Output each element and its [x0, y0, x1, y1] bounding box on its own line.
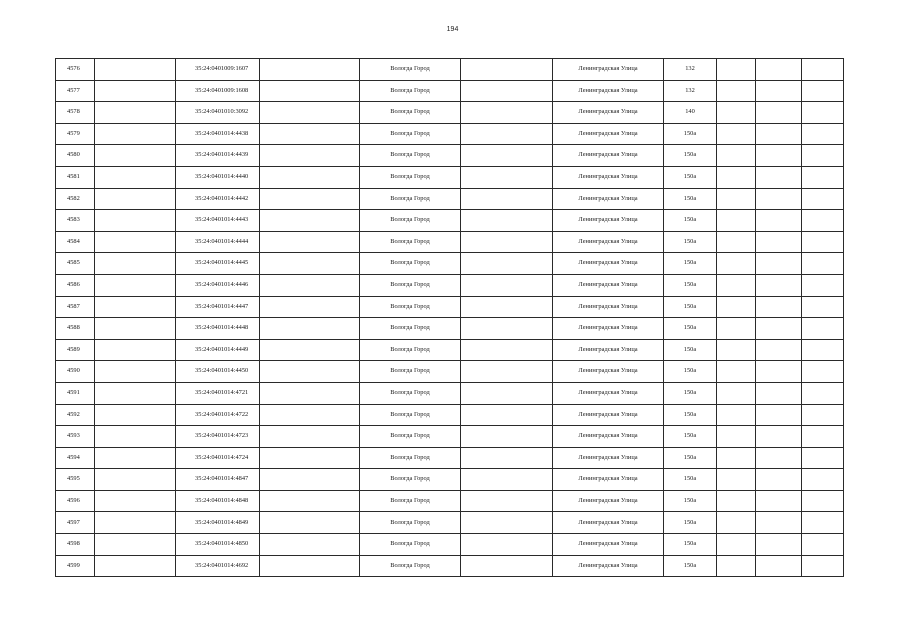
empty-cell — [717, 426, 756, 448]
record-number-cell: 4583 — [56, 210, 95, 232]
property-registry-table — [55, 58, 844, 577]
empty-cell — [461, 555, 553, 577]
city-cell: Вологда Город — [360, 382, 461, 404]
empty-cell — [717, 361, 756, 383]
empty-cell — [802, 490, 844, 512]
record-number-cell: 4595 — [56, 469, 95, 491]
table-row — [56, 382, 844, 404]
cadastral-number-cell: 35:24:0401014:4438 — [176, 123, 260, 145]
empty-cell — [461, 404, 553, 426]
record-number-cell: 4576 — [56, 59, 95, 81]
empty-cell — [756, 490, 802, 512]
city-cell: Вологда Город — [360, 512, 461, 534]
record-number-cell: 4580 — [56, 145, 95, 167]
house-number-cell: 150а — [664, 274, 717, 296]
table-row — [56, 490, 844, 512]
empty-cell — [461, 426, 553, 448]
empty-cell — [461, 253, 553, 275]
empty-cell — [260, 318, 360, 340]
empty-cell — [95, 145, 176, 167]
record-number-cell: 4594 — [56, 447, 95, 469]
empty-cell — [95, 210, 176, 232]
empty-cell — [717, 80, 756, 102]
empty-cell — [717, 534, 756, 556]
empty-cell — [95, 123, 176, 145]
cadastral-number-cell: 35:24:0401014:4849 — [176, 512, 260, 534]
table-row — [56, 361, 844, 383]
house-number-cell: 140 — [664, 102, 717, 124]
city-cell: Вологда Город — [360, 210, 461, 232]
table-row — [56, 426, 844, 448]
empty-cell — [756, 80, 802, 102]
empty-cell — [756, 59, 802, 81]
city-cell: Вологда Город — [360, 231, 461, 253]
table-row — [56, 210, 844, 232]
empty-cell — [260, 145, 360, 167]
empty-cell — [95, 555, 176, 577]
house-number-cell: 132 — [664, 59, 717, 81]
empty-cell — [756, 145, 802, 167]
city-cell: Вологда Город — [360, 102, 461, 124]
empty-cell — [717, 447, 756, 469]
city-cell: Вологда Город — [360, 188, 461, 210]
record-number-cell: 4593 — [56, 426, 95, 448]
empty-cell — [756, 512, 802, 534]
house-number-cell: 150а — [664, 490, 717, 512]
table-row — [56, 555, 844, 577]
street-cell: Ленинградская Улица — [553, 339, 664, 361]
empty-cell — [756, 274, 802, 296]
empty-cell — [95, 80, 176, 102]
empty-cell — [461, 534, 553, 556]
empty-cell — [95, 166, 176, 188]
record-number-cell: 4598 — [56, 534, 95, 556]
house-number-cell: 150а — [664, 404, 717, 426]
empty-cell — [802, 102, 844, 124]
empty-cell — [756, 382, 802, 404]
record-number-cell: 4586 — [56, 274, 95, 296]
empty-cell — [802, 296, 844, 318]
street-cell: Ленинградская Улица — [553, 231, 664, 253]
city-cell: Вологда Город — [360, 447, 461, 469]
empty-cell — [260, 339, 360, 361]
cadastral-number-cell: 35:24:0401014:4442 — [176, 188, 260, 210]
empty-cell — [461, 102, 553, 124]
empty-cell — [717, 296, 756, 318]
empty-cell — [260, 210, 360, 232]
street-cell: Ленинградская Улица — [553, 123, 664, 145]
cadastral-number-cell: 35:24:0401014:4722 — [176, 404, 260, 426]
empty-cell — [717, 555, 756, 577]
empty-cell — [260, 361, 360, 383]
table-row — [56, 59, 844, 81]
street-cell: Ленинградская Улица — [553, 253, 664, 275]
house-number-cell: 150а — [664, 318, 717, 340]
table-row — [56, 274, 844, 296]
empty-cell — [461, 188, 553, 210]
city-cell: Вологда Город — [360, 490, 461, 512]
city-cell: Вологда Город — [360, 404, 461, 426]
empty-cell — [756, 188, 802, 210]
empty-cell — [717, 253, 756, 275]
cadastral-number-cell: 35:24:0401009:1608 — [176, 80, 260, 102]
house-number-cell: 150а — [664, 469, 717, 491]
street-cell: Ленинградская Улица — [553, 274, 664, 296]
street-cell: Ленинградская Улица — [553, 447, 664, 469]
empty-cell — [260, 123, 360, 145]
record-number-cell: 4577 — [56, 80, 95, 102]
cadastral-number-cell: 35:24:0401014:4440 — [176, 166, 260, 188]
empty-cell — [95, 339, 176, 361]
empty-cell — [95, 447, 176, 469]
city-cell: Вологда Город — [360, 339, 461, 361]
empty-cell — [802, 469, 844, 491]
city-cell: Вологда Город — [360, 318, 461, 340]
empty-cell — [95, 102, 176, 124]
cadastral-number-cell: 35:24:0401014:4449 — [176, 339, 260, 361]
empty-cell — [802, 361, 844, 383]
street-cell: Ленинградская Улица — [553, 555, 664, 577]
record-number-cell: 4588 — [56, 318, 95, 340]
street-cell: Ленинградская Улица — [553, 80, 664, 102]
house-number-cell: 150а — [664, 361, 717, 383]
city-cell: Вологда Город — [360, 555, 461, 577]
empty-cell — [461, 382, 553, 404]
empty-cell — [756, 469, 802, 491]
empty-cell — [717, 469, 756, 491]
empty-cell — [461, 59, 553, 81]
empty-cell — [717, 123, 756, 145]
empty-cell — [802, 188, 844, 210]
street-cell: Ленинградская Улица — [553, 512, 664, 534]
city-cell: Вологда Город — [360, 361, 461, 383]
house-number-cell: 150а — [664, 512, 717, 534]
street-cell: Ленинградская Улица — [553, 166, 664, 188]
empty-cell — [802, 80, 844, 102]
empty-cell — [461, 123, 553, 145]
empty-cell — [802, 166, 844, 188]
house-number-cell: 150а — [664, 166, 717, 188]
empty-cell — [95, 469, 176, 491]
street-cell: Ленинградская Улица — [553, 318, 664, 340]
table-row — [56, 188, 844, 210]
empty-cell — [802, 382, 844, 404]
street-cell: Ленинградская Улица — [553, 490, 664, 512]
cadastral-number-cell: 35:24:0401014:4850 — [176, 534, 260, 556]
empty-cell — [461, 231, 553, 253]
table-row — [56, 166, 844, 188]
empty-cell — [461, 469, 553, 491]
empty-cell — [756, 361, 802, 383]
empty-cell — [802, 426, 844, 448]
cadastral-number-cell: 35:24:0401014:4447 — [176, 296, 260, 318]
empty-cell — [95, 274, 176, 296]
city-cell: Вологда Город — [360, 469, 461, 491]
empty-cell — [756, 426, 802, 448]
empty-cell — [260, 102, 360, 124]
house-number-cell: 150а — [664, 382, 717, 404]
street-cell: Ленинградская Улица — [553, 469, 664, 491]
empty-cell — [717, 188, 756, 210]
city-cell: Вологда Город — [360, 59, 461, 81]
empty-cell — [95, 59, 176, 81]
empty-cell — [260, 469, 360, 491]
empty-cell — [802, 274, 844, 296]
city-cell: Вологда Город — [360, 426, 461, 448]
empty-cell — [260, 231, 360, 253]
cadastral-number-cell: 35:24:0401014:4848 — [176, 490, 260, 512]
empty-cell — [802, 231, 844, 253]
street-cell: Ленинградская Улица — [553, 102, 664, 124]
empty-cell — [756, 253, 802, 275]
empty-cell — [461, 318, 553, 340]
empty-cell — [802, 447, 844, 469]
empty-cell — [802, 404, 844, 426]
empty-cell — [756, 166, 802, 188]
street-cell: Ленинградская Улица — [553, 426, 664, 448]
table-row — [56, 404, 844, 426]
table-row — [56, 447, 844, 469]
empty-cell — [461, 361, 553, 383]
city-cell: Вологда Город — [360, 123, 461, 145]
empty-cell — [756, 231, 802, 253]
empty-cell — [461, 210, 553, 232]
house-number-cell: 150а — [664, 210, 717, 232]
empty-cell — [756, 404, 802, 426]
empty-cell — [461, 80, 553, 102]
empty-cell — [802, 318, 844, 340]
empty-cell — [756, 123, 802, 145]
cadastral-number-cell: 35:24:0401014:4847 — [176, 469, 260, 491]
table-row — [56, 102, 844, 124]
street-cell: Ленинградская Улица — [553, 382, 664, 404]
table-row — [56, 231, 844, 253]
record-number-cell: 4584 — [56, 231, 95, 253]
record-number-cell: 4585 — [56, 253, 95, 275]
cadastral-number-cell: 35:24:0401009:1607 — [176, 59, 260, 81]
empty-cell — [260, 404, 360, 426]
empty-cell — [756, 296, 802, 318]
house-number-cell: 150а — [664, 447, 717, 469]
empty-cell — [756, 318, 802, 340]
cadastral-number-cell: 35:24:0401014:4439 — [176, 145, 260, 167]
record-number-cell: 4587 — [56, 296, 95, 318]
table-row — [56, 469, 844, 491]
city-cell: Вологда Город — [360, 534, 461, 556]
empty-cell — [717, 490, 756, 512]
cadastral-number-cell: 35:24:0401010:3092 — [176, 102, 260, 124]
house-number-cell: 150а — [664, 426, 717, 448]
table-row — [56, 145, 844, 167]
empty-cell — [717, 210, 756, 232]
empty-cell — [756, 339, 802, 361]
empty-cell — [717, 274, 756, 296]
empty-cell — [802, 123, 844, 145]
empty-cell — [717, 59, 756, 81]
empty-cell — [95, 512, 176, 534]
empty-cell — [802, 534, 844, 556]
empty-cell — [95, 253, 176, 275]
empty-cell — [95, 490, 176, 512]
registry-body — [56, 59, 844, 577]
house-number-cell: 150а — [664, 145, 717, 167]
empty-cell — [461, 490, 553, 512]
empty-cell — [717, 166, 756, 188]
house-number-cell: 150а — [664, 339, 717, 361]
cadastral-number-cell: 35:24:0401014:4444 — [176, 231, 260, 253]
empty-cell — [260, 253, 360, 275]
table-row — [56, 80, 844, 102]
record-number-cell: 4578 — [56, 102, 95, 124]
record-number-cell: 4579 — [56, 123, 95, 145]
empty-cell — [802, 210, 844, 232]
empty-cell — [756, 102, 802, 124]
record-number-cell: 4591 — [56, 382, 95, 404]
cadastral-number-cell: 35:24:0401014:4450 — [176, 361, 260, 383]
empty-cell — [260, 296, 360, 318]
cadastral-number-cell: 35:24:0401014:4443 — [176, 210, 260, 232]
record-number-cell: 4596 — [56, 490, 95, 512]
empty-cell — [95, 404, 176, 426]
street-cell: Ленинградская Улица — [553, 210, 664, 232]
empty-cell — [95, 382, 176, 404]
cadastral-number-cell: 35:24:0401014:4446 — [176, 274, 260, 296]
city-cell: Вологда Город — [360, 80, 461, 102]
street-cell: Ленинградская Улица — [553, 534, 664, 556]
cadastral-number-cell: 35:24:0401014:4723 — [176, 426, 260, 448]
record-number-cell: 4589 — [56, 339, 95, 361]
cadastral-number-cell: 35:24:0401014:4445 — [176, 253, 260, 275]
empty-cell — [260, 555, 360, 577]
empty-cell — [756, 534, 802, 556]
street-cell: Ленинградская Улица — [553, 404, 664, 426]
record-number-cell: 4592 — [56, 404, 95, 426]
table-row — [56, 512, 844, 534]
empty-cell — [260, 188, 360, 210]
city-cell: Вологда Город — [360, 296, 461, 318]
record-number-cell: 4581 — [56, 166, 95, 188]
empty-cell — [802, 59, 844, 81]
cadastral-number-cell: 35:24:0401014:4724 — [176, 447, 260, 469]
empty-cell — [260, 59, 360, 81]
city-cell: Вологда Город — [360, 253, 461, 275]
empty-cell — [717, 404, 756, 426]
record-number-cell: 4582 — [56, 188, 95, 210]
record-number-cell: 4597 — [56, 512, 95, 534]
empty-cell — [95, 231, 176, 253]
empty-cell — [756, 555, 802, 577]
house-number-cell: 150а — [664, 253, 717, 275]
empty-cell — [260, 534, 360, 556]
empty-cell — [717, 512, 756, 534]
street-cell: Ленинградская Улица — [553, 59, 664, 81]
empty-cell — [260, 274, 360, 296]
empty-cell — [95, 426, 176, 448]
empty-cell — [260, 382, 360, 404]
empty-cell — [717, 318, 756, 340]
city-cell: Вологда Город — [360, 166, 461, 188]
empty-cell — [756, 447, 802, 469]
table-row — [56, 318, 844, 340]
empty-cell — [717, 339, 756, 361]
house-number-cell: 150а — [664, 231, 717, 253]
empty-cell — [802, 555, 844, 577]
house-number-cell: 132 — [664, 80, 717, 102]
empty-cell — [95, 188, 176, 210]
empty-cell — [461, 145, 553, 167]
empty-cell — [461, 166, 553, 188]
record-number-cell: 4599 — [56, 555, 95, 577]
empty-cell — [260, 512, 360, 534]
empty-cell — [802, 339, 844, 361]
empty-cell — [717, 231, 756, 253]
cadastral-number-cell: 35:24:0401014:4448 — [176, 318, 260, 340]
empty-cell — [95, 534, 176, 556]
house-number-cell: 150а — [664, 123, 717, 145]
city-cell: Вологда Город — [360, 145, 461, 167]
empty-cell — [802, 145, 844, 167]
house-number-cell: 150а — [664, 534, 717, 556]
empty-cell — [461, 296, 553, 318]
empty-cell — [260, 447, 360, 469]
house-number-cell: 150а — [664, 296, 717, 318]
empty-cell — [717, 145, 756, 167]
empty-cell — [95, 318, 176, 340]
city-cell: Вологда Город — [360, 274, 461, 296]
empty-cell — [717, 382, 756, 404]
empty-cell — [802, 512, 844, 534]
street-cell: Ленинградская Улица — [553, 188, 664, 210]
empty-cell — [802, 253, 844, 275]
empty-cell — [461, 447, 553, 469]
table-row — [56, 123, 844, 145]
table-row — [56, 534, 844, 556]
empty-cell — [260, 426, 360, 448]
empty-cell — [461, 339, 553, 361]
house-number-cell: 150а — [664, 188, 717, 210]
empty-cell — [756, 210, 802, 232]
empty-cell — [260, 80, 360, 102]
empty-cell — [95, 361, 176, 383]
cadastral-number-cell: 35:24:0401014:4692 — [176, 555, 260, 577]
empty-cell — [461, 274, 553, 296]
empty-cell — [260, 490, 360, 512]
record-number-cell: 4590 — [56, 361, 95, 383]
street-cell: Ленинградская Улица — [553, 296, 664, 318]
table-row — [56, 296, 844, 318]
page-number: 194 — [446, 26, 459, 33]
house-number-cell: 150а — [664, 555, 717, 577]
street-cell: Ленинградская Улица — [553, 361, 664, 383]
empty-cell — [260, 166, 360, 188]
table-row — [56, 339, 844, 361]
cadastral-number-cell: 35:24:0401014:4721 — [176, 382, 260, 404]
empty-cell — [461, 512, 553, 534]
empty-cell — [717, 102, 756, 124]
table-row — [56, 253, 844, 275]
empty-cell — [95, 296, 176, 318]
street-cell: Ленинградская Улица — [553, 145, 664, 167]
